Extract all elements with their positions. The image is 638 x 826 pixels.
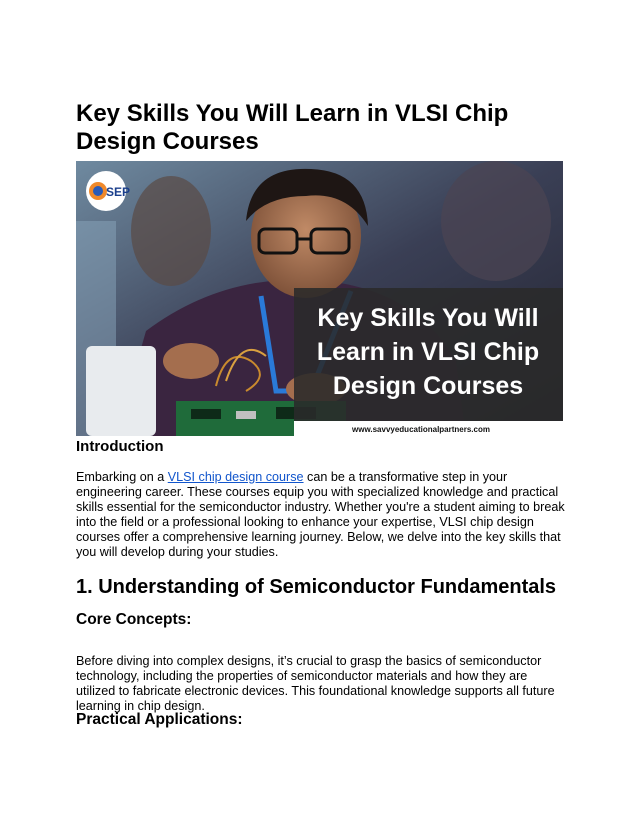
intro-heading: Introduction: [76, 438, 164, 455]
vlsi-course-link[interactable]: VLSI chip design course: [167, 470, 304, 484]
section-heading: 1. Understanding of Semiconductor Fundamentals: [76, 576, 557, 598]
overlay-line-1: Key Skills You Will: [317, 304, 539, 332]
overlay-line-2: Learn in VLSI Chip: [316, 338, 540, 366]
intro-paragraph: [76, 470, 566, 560]
core-concepts-heading: Core Concepts:: [76, 611, 192, 628]
intro-text-before: Embarking on a: [76, 470, 168, 484]
logo-text: SEP: [106, 185, 131, 199]
website-url: www.savvyeducationalpartners.com: [352, 425, 490, 434]
core-concepts-paragraph: Before diving into complex designs, it’s crucial to grasp the basics of semiconductor technology, including the properties of semiconductor materials and how they are utilized to fabricate electronic devices. This foundational knowledge supports all future learning in chip design.: [76, 654, 555, 713]
practical-applications-heading: Practical Applications:: [76, 711, 243, 728]
overlay-line-3: Design Courses: [332, 372, 524, 400]
intro-text-after: can be a transformative step in your engineering career. These courses equip you with specialized knowledge and practical skills essential for the semiconductor industry. Whether you're a student aiming to break into the field or a professional looking to enhance your expertise, VLSI chip design courses offer a comprehensive learning journey. Below, we delve into the key skills that you will develop during your studies.: [76, 470, 565, 559]
hero-image: [76, 161, 563, 436]
article-title: Key Skills You Will Learn in VLSI Chip Design Courses: [76, 100, 509, 155]
